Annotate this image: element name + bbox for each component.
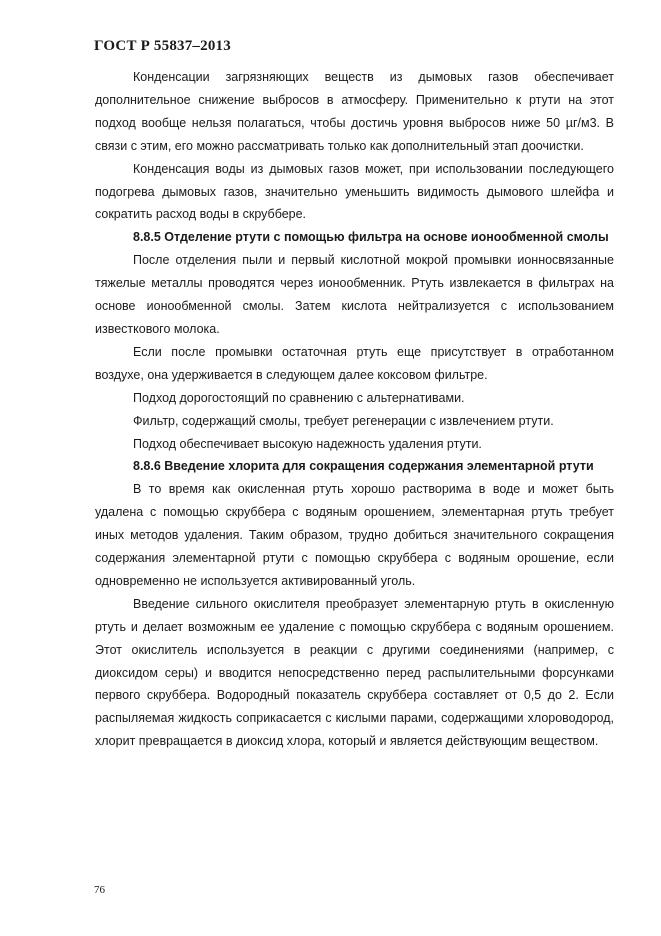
page-number: 76 xyxy=(94,884,105,896)
paragraph-reliability: Подход обеспечивает высокую надежность удаления ртути. xyxy=(133,436,482,451)
paragraph-cost: Подход дорогостоящий по сравнению с альтернативами. xyxy=(133,390,465,405)
page-body xyxy=(95,66,614,753)
paragraph-condensation-water: Конденсация воды из дымовых газов может, при использовании последующего подогрева дымовых газов, значительно уменьшить видимость дымового шлейфа и сократить расход воды в скруббере. xyxy=(95,161,614,222)
paragraph-coke-filter: Если после промывки остаточная ртуть еще присутствует в отработанном воздухе, она удерживается в следующем далее коксовом фильтре. xyxy=(95,344,614,382)
paragraph-oxidized-mercury: В то время как окисленная ртуть хорошо растворима в воде и может быть удалена с помощью скруббера с водяным орошением, элементарная ртуть требует иных методов удаления. Таким образом, трудно добиться значительного сокращения содержания элементарной ртути с помощью скруббера с водяным орошение, если одновременно не используется активированный уголь. xyxy=(95,482,614,588)
paragraph-condensation-pollutants: Конденсации загрязняющих веществ из дымовых газов обеспечивает дополнительное снижение выбросов в атмосферу. Применительно к ртути на этот подход вообще нельзя полагаться, чтобы достичь уровня выбросов ниже 50 µг/м3. В связи с этим, его можно рассматривать только как дополнительный этап доочистки. xyxy=(95,70,614,153)
paragraph-regeneration: Фильтр, содержащий смолы, требует регенерации с извлечением ртути. xyxy=(133,413,554,428)
paragraph-ion-exchange: После отделения пыли и первый кислотной мокрой промывки ионносвязанные тяжелые металлы проводятся через ионообменник. Ртуть извлекается в фильтрах на основе ионообменной смолы. Затем кислота нейтрализуется с использованием известкового молока. xyxy=(95,253,614,336)
section-heading-8-8-6: 8.8.6 Введение хлорита для сокращения содержания элементарной ртути xyxy=(133,459,594,474)
document-code-header: ГОСТ Р 55837–2013 xyxy=(94,38,231,54)
paragraph-strong-oxidizer: Введение сильного окислителя преобразует элементарную ртуть в окисленную ртуть и делает возможным ее удаление с помощью скруббера с водяным орошением. Этот окислитель используется в реакции с другими соединениями (например, с диоксидом серы) и вводится непосредственно перед распылительными форсунками первого скруббера. Водородный показатель скруббера составляет от 0,5 до 2. Если распыляемая жидкость соприкасается с кислыми парами, содержащими хлороводород, хлорит превращается в диоксид хлора, который и является действующим веществом. xyxy=(95,596,614,749)
section-heading-8-8-5: 8.8.5 Отделение ртути с помощью фильтра на основе ионообменной смолы xyxy=(133,230,609,245)
